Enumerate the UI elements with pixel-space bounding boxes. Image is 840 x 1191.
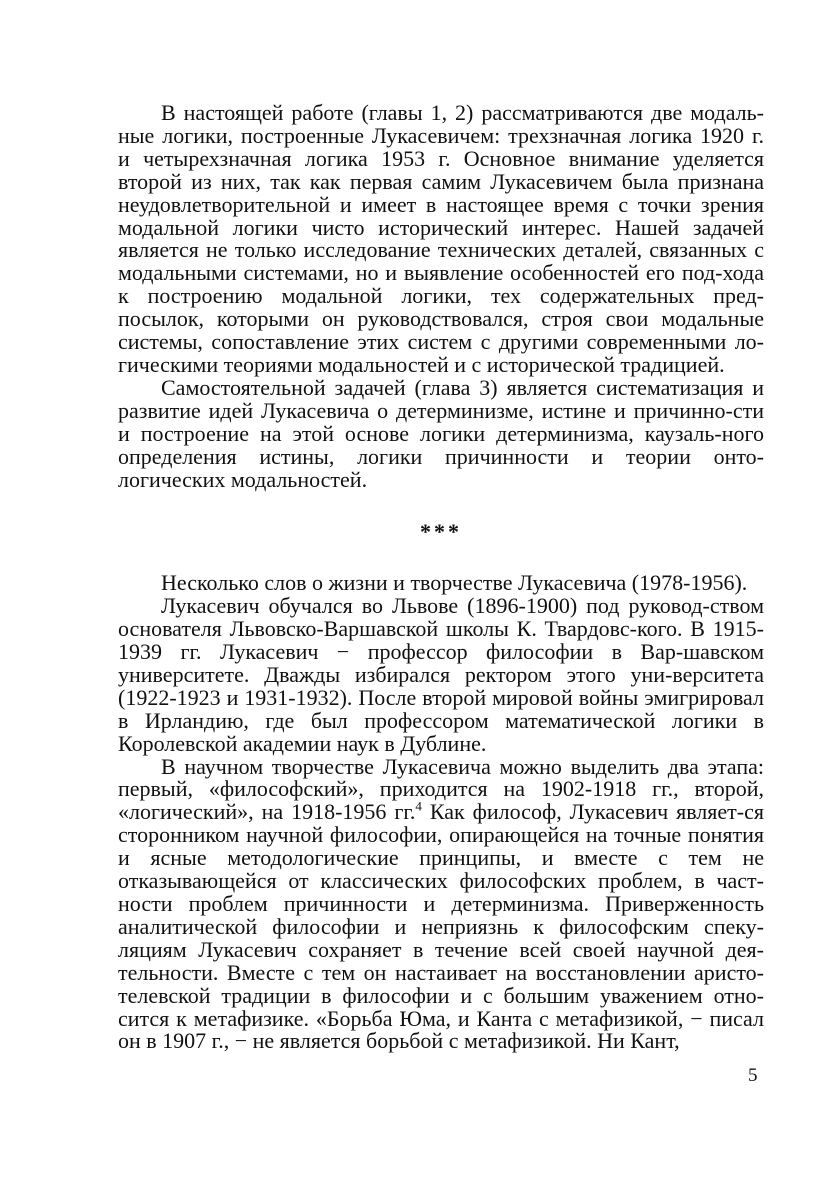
paragraph-biography: Лукасевич обучался во Львове (1896-1900) под руковод-ством основателя Львовско-Варшавской школы К. Твардовс-кого. В 1915-1939 гг. Лукасевич − профессор философии в Вар-шавском университете. Дважды избирался ректором этого уни-верситета (1922-1923 и 1931-1932). После второй мировой войны эмигрировал в Ирландию, где был профессором математической логики в Королевской академии наук в Дублине. <box>118 593 764 756</box>
page-body <box>118 102 764 1053</box>
section-separator: *** <box>420 519 462 545</box>
paragraph-creative-stages-part1: В научном творчестве Лукасевича можно выделить два этапа: первый, «философский», приходится на 1902-1918 гг., второй, «логический», на 1918-1956 гг. <box>118 753 764 825</box>
paragraph-biography-intro: Несколько слов о жизни и творчестве Лукасевича (1978-1956). <box>161 570 748 596</box>
paragraph-creative-stages-part2: Как философ, Лукасевич являет-ся сторонником научной философии, опирающейся на точные понятия и ясные методологические принципы, и вместе с тем не отказывающейся от классических философских проблем, в част-ности проблем причинности и детерминизма. Приверженность аналитической философии и неприязнь к философским спеку-ляциям Лукасевич сохраняет в течение всей своей научной дея-тельности. Вместе с тем он настаивает на восстановлении аристо-телевской традиции в философии и с большим уважением отно-сится к метафизике. «Борьба Юма, и Канта с метафизикой, − писал он в 1907 г., − не является борьбой с метафизикой. Ни Кант, <box>118 799 764 1054</box>
page-number: 5 <box>748 1065 758 1086</box>
footnote-reference[interactable]: 4 <box>415 799 422 815</box>
paragraph-intro: В настоящей работе (главы 1, 2) рассматриваются две модаль-ные логики, построенные Лукасевичем: трехзначная логика 1920 г. и четырехзначная логика 1953 г. Основное внимание уделяется второй из них, так как первая самим Лукасевичем была признана неудовлетворительной и имеет в настоящее время с точки зрения модальной логики чисто исторический интерес. Нашей задачей является не только исследование технических деталей, связанных с модальными системами, но и выявление особенностей его под-хода к построению модальной логики, тех содержательных пред-посылок, которыми он руководствовался, строя свои модальные системы, сопоставление этих систем с другими современными ло-гическими теориями модальностей и с исторической традицией. <box>118 100 764 377</box>
paragraph-chapter3: Самостоятельной задачей (глава 3) является систематизация и развитие идей Лукасевича о детерминизме, истине и причинно-сти и построение на этой основе логики детерминизма, каузаль-ного определения истины, логики причинности и теории онто-логических модальностей. <box>118 374 764 492</box>
paragraph-creative-stages <box>118 753 764 1054</box>
